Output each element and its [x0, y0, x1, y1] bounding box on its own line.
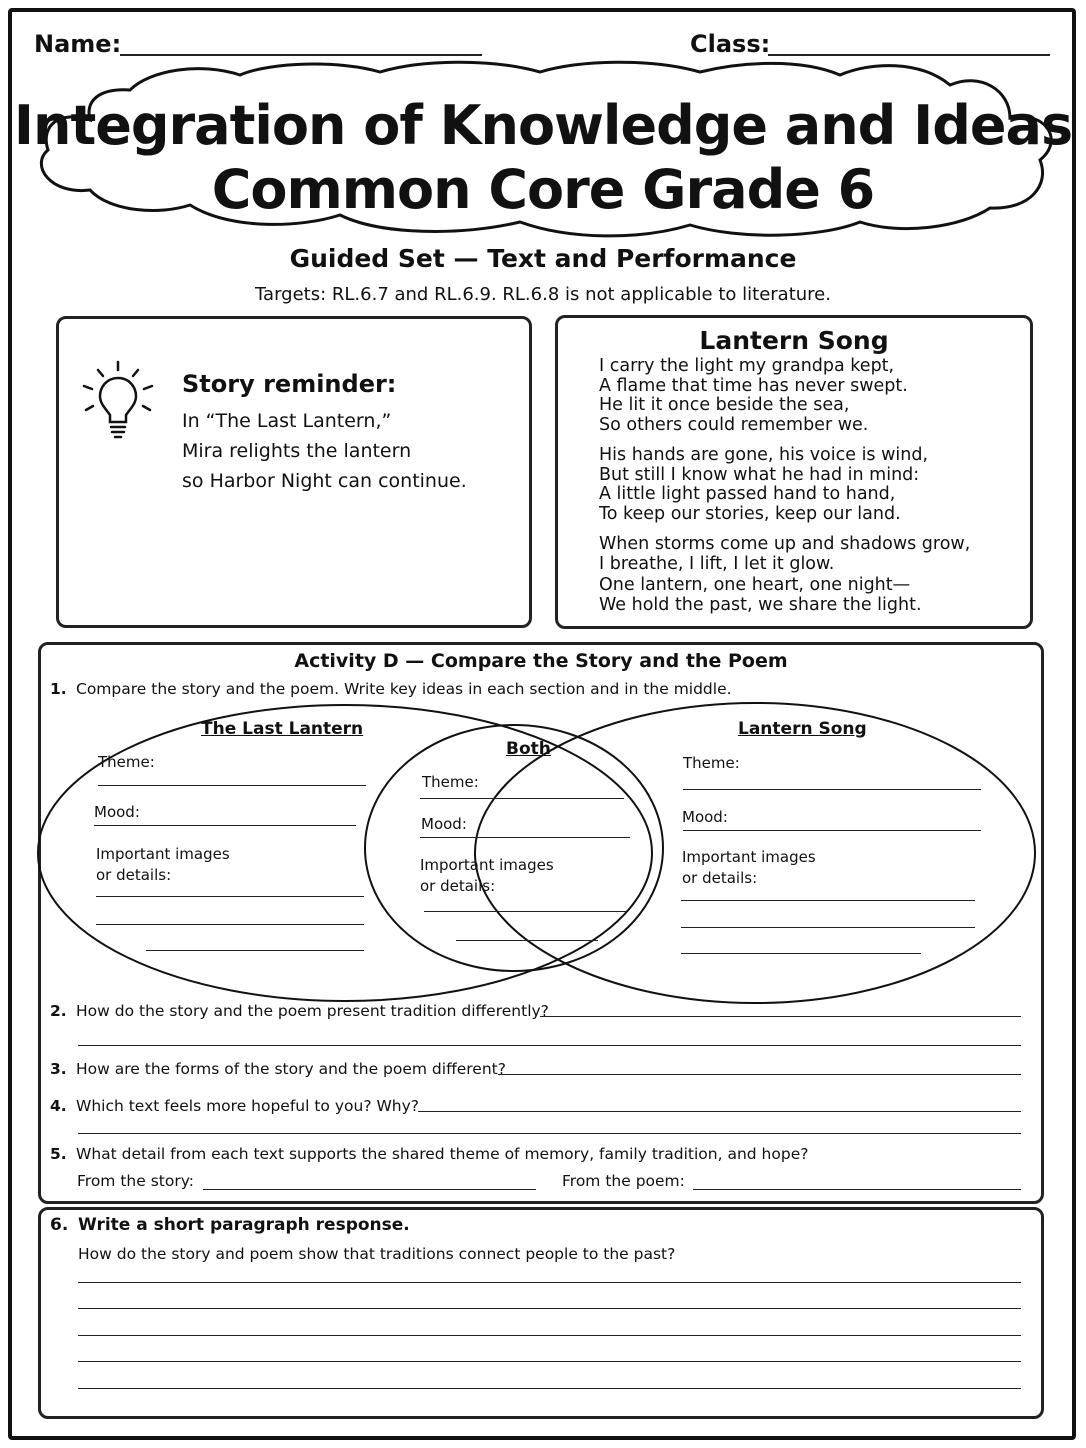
response-line[interactable]	[78, 1282, 1021, 1283]
q5-poem-line[interactable]	[693, 1189, 1021, 1190]
right-details-line[interactable]	[681, 953, 921, 954]
images-label-line: Important images	[96, 845, 230, 863]
poem-line: To keep our stories, keep our land.	[599, 503, 901, 524]
reminder-line: In “The Last Lantern,”	[182, 410, 392, 432]
poem-title: Lantern Song	[699, 326, 889, 355]
left-mood-line[interactable]	[94, 825, 356, 826]
left-theme-label: Theme:	[98, 753, 155, 771]
question-3	[50, 1060, 506, 1078]
left-details-line[interactable]	[96, 896, 364, 897]
poem-line: One lantern, one heart, one night—	[599, 575, 911, 595]
venn-left-title: The Last Lantern	[201, 719, 364, 739]
subtitle: Guided Set — Text and Performance	[289, 244, 797, 273]
q2-answer-line[interactable]	[540, 1016, 1021, 1017]
reminder-line: Mira relights the lantern	[182, 440, 412, 462]
question-number: 4.	[50, 1097, 67, 1115]
both-details-line[interactable]	[424, 911, 626, 912]
images-label-line: Important images	[682, 848, 816, 866]
q4-answer-line[interactable]	[78, 1133, 1021, 1134]
question-4	[50, 1097, 419, 1115]
question-6-title	[50, 1215, 410, 1235]
question-text: Compare the story and the poem. Write key ideas in each section and in the middle.	[76, 680, 732, 698]
q5-story-label: From the story:	[77, 1172, 194, 1190]
question-text: What detail from each text supports the shared theme of memory, family tradition, and hope?	[76, 1145, 809, 1163]
question-5	[50, 1145, 808, 1163]
left-details-line[interactable]	[146, 950, 364, 951]
question-number: 6.	[50, 1215, 69, 1235]
name-label: Name:	[34, 30, 122, 58]
venn-middle-title: Both	[506, 739, 551, 759]
q2-answer-line[interactable]	[78, 1045, 1021, 1046]
poem-line: So others could remember we.	[599, 414, 869, 435]
images-label-line: or details:	[420, 877, 496, 895]
images-label-line: or details:	[96, 866, 172, 884]
poem-line: His hands are gone, his voice is wind,	[599, 445, 929, 465]
q5-story-line[interactable]	[203, 1189, 536, 1190]
right-theme-line[interactable]	[683, 789, 981, 790]
both-images-label	[420, 855, 554, 897]
poem-line: I breathe, I lift, I let it glow.	[599, 553, 835, 574]
activity-title: Activity D — Compare the Story and the Poem	[294, 650, 788, 672]
poem-line: He lit it once beside the sea,	[599, 395, 850, 415]
response-line[interactable]	[78, 1308, 1021, 1309]
reminder-line: so Harbor Night can continue.	[182, 470, 467, 492]
poem-line: When storms come up and shadows grow,	[599, 534, 971, 554]
right-theme-label: Theme:	[683, 754, 740, 772]
class-label: Class:	[690, 30, 771, 58]
poem-line: A flame that time has never swept.	[599, 375, 908, 396]
question-text: Which text feels more hopeful to you? Why?	[76, 1097, 420, 1115]
poem-line: We hold the past, we share the light.	[599, 594, 922, 615]
right-details-line[interactable]	[681, 900, 975, 901]
poem-line: A little light passed hand to hand,	[599, 484, 896, 504]
question-6-prompt: How do the story and poem show that traditions connect people to the past?	[78, 1245, 676, 1263]
images-label-line: or details:	[682, 869, 758, 887]
q4-answer-line[interactable]	[418, 1111, 1021, 1112]
q5-poem-label: From the poem:	[562, 1172, 685, 1190]
question-number: 3.	[50, 1060, 67, 1078]
right-images-label	[682, 847, 816, 889]
question-text: How do the story and the poem present tradition differently?	[76, 1002, 549, 1020]
q3-answer-line[interactable]	[498, 1074, 1021, 1075]
question-text: How are the forms of the story and the poem different?	[76, 1060, 506, 1078]
both-mood-label: Mood:	[421, 815, 467, 833]
right-details-line[interactable]	[681, 927, 975, 928]
poem-line: I carry the light my grandpa kept,	[599, 356, 895, 376]
left-mood-label: Mood:	[94, 803, 140, 821]
poem-line: But still I know what he had in mind:	[599, 464, 920, 485]
question-title: Write a short paragraph response.	[78, 1215, 410, 1235]
response-line[interactable]	[78, 1335, 1021, 1336]
response-line[interactable]	[78, 1361, 1021, 1362]
both-theme-line[interactable]	[420, 798, 624, 799]
left-details-line[interactable]	[96, 924, 364, 925]
targets-text: Targets: RL.6.7 and RL.6.9. RL.6.8 is not applicable to literature.	[255, 284, 831, 305]
reminder-title: Story reminder:	[182, 370, 397, 398]
left-theme-line[interactable]	[98, 785, 366, 786]
title-line-1: Integration of Knowledge and Ideas	[13, 94, 1073, 157]
both-theme-label: Theme:	[422, 773, 479, 791]
question-number: 5.	[50, 1145, 67, 1163]
question-number: 2.	[50, 1002, 67, 1020]
images-label-line: Important images	[420, 856, 554, 874]
response-line[interactable]	[78, 1388, 1021, 1389]
both-details-line[interactable]	[456, 940, 598, 941]
right-mood-label: Mood:	[682, 808, 728, 826]
right-mood-line[interactable]	[683, 830, 981, 831]
question-number: 1.	[50, 680, 67, 698]
left-images-label	[96, 844, 230, 886]
venn-right-title: Lantern Song	[738, 719, 867, 739]
both-mood-line[interactable]	[420, 837, 630, 838]
question-2	[50, 1002, 549, 1020]
title-line-2: Common Core Grade 6	[211, 158, 875, 221]
